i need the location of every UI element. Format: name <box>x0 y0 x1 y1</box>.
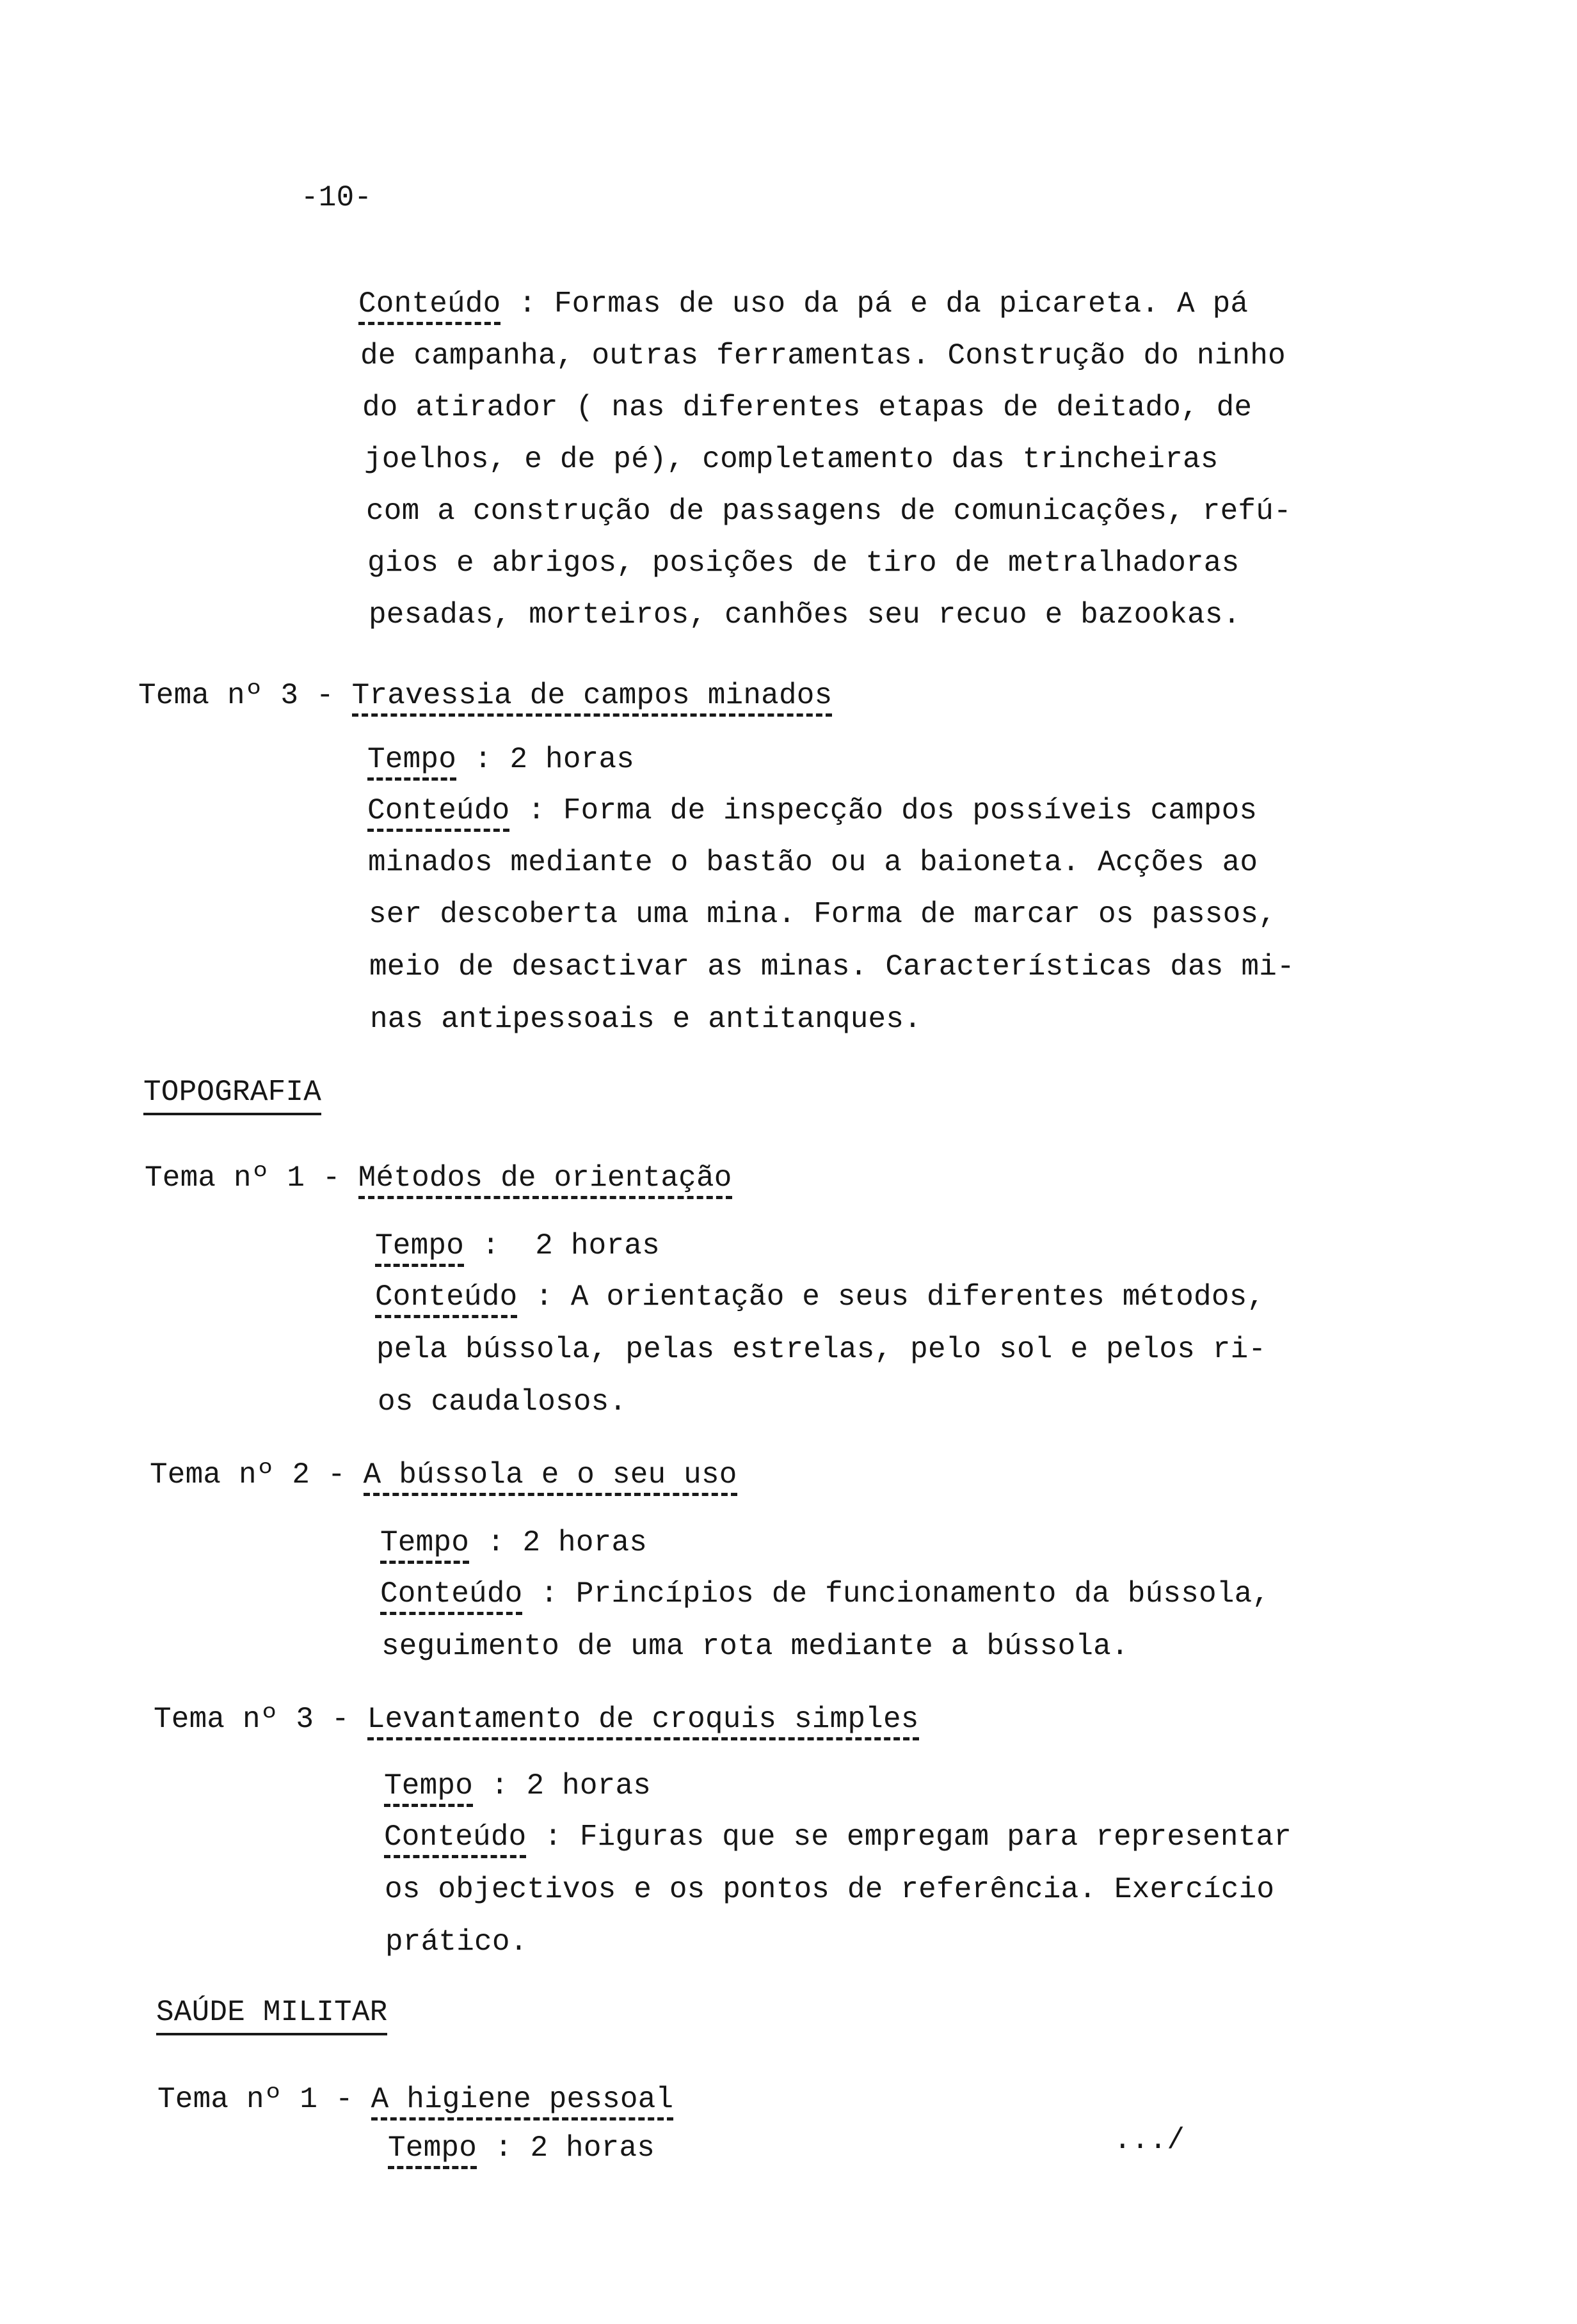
tema-heading <box>154 1702 919 1737</box>
section-title-saude-militar: SAÚDE MILITAR <box>156 1996 387 2035</box>
content-line: prático. <box>385 1925 528 1959</box>
content-line: os caudalosos. <box>378 1385 627 1419</box>
tema-heading <box>157 2082 673 2117</box>
tempo-line <box>375 1229 660 1263</box>
content-line: pela bússola, pelas estrelas, pelo sol e pelos ri- <box>376 1333 1267 1366</box>
content-line: minados mediante o bastão ou a baioneta. Acções ao <box>368 846 1258 879</box>
conteudo-label: Conteúdo <box>358 287 500 325</box>
section-title-topografia: TOPOGRAFIA <box>143 1076 321 1115</box>
tempo-value: : 2 horas <box>469 1526 648 1559</box>
tempo-label: Tempo <box>367 743 456 781</box>
tema-prefix: Tema nº 1 - <box>145 1161 358 1195</box>
content-line: com a construção de passagens de comunicações, refú- <box>366 495 1292 528</box>
content-text: : A orientação e seus diferentes métodos, <box>517 1280 1265 1314</box>
tempo-value: : 2 horas <box>456 743 635 776</box>
content-line: gios e abrigos, posições de tiro de metralhadoras <box>367 546 1240 580</box>
content-text: : Forma de inspecção dos possíveis campos <box>509 794 1258 827</box>
content-line: pesadas, morteiros, canhões seu recuo e bazookas. <box>369 598 1241 632</box>
section-heading <box>143 1075 321 1110</box>
page-number: -10- <box>301 181 372 214</box>
tempo-value: : 2 horas <box>477 2131 655 2165</box>
section-heading <box>156 1995 387 2030</box>
content-line: seguimento de uma rota mediante a bússola. <box>381 1630 1129 1663</box>
content-line <box>367 793 1257 828</box>
tempo-line <box>380 1525 647 1560</box>
tempo-value: : 2 horas <box>473 1769 652 1803</box>
content-text: : Formas de uso da pá e da picareta. A pá <box>500 287 1249 321</box>
content-line: joelhos, e de pé), completamento das trincheiras <box>364 443 1219 476</box>
content-line: ser descoberta uma mina. Forma de marcar os passos, <box>369 898 1277 931</box>
content-line <box>358 287 1248 321</box>
conteudo-label: Conteúdo <box>380 1577 522 1615</box>
conteudo-label: Conteúdo <box>375 1280 517 1318</box>
tempo-line <box>384 1769 651 1803</box>
continuation-mark: .../ <box>1114 2124 1185 2157</box>
content-line <box>375 1280 1265 1314</box>
tempo-line <box>388 2131 655 2165</box>
conteudo-label: Conteúdo <box>384 1820 526 1858</box>
conteudo-label: Conteúdo <box>367 794 509 832</box>
content-line: meio de desactivar as minas. Características das mi- <box>369 950 1295 983</box>
tema-title: A higiene pessoal <box>371 2083 674 2121</box>
content-line <box>380 1577 1270 1611</box>
tempo-label: Tempo <box>384 1769 473 1807</box>
tempo-label: Tempo <box>388 2131 477 2169</box>
content-line: de campanha, outras ferramentas. Construção do ninho <box>360 339 1286 372</box>
tempo-label: Tempo <box>380 1526 469 1564</box>
tema-title: Métodos de orientação <box>358 1161 732 1199</box>
content-text: : Princípios de funcionamento da bússola, <box>522 1577 1270 1611</box>
content-text: : Figuras que se empregam para representar <box>526 1820 1292 1854</box>
tema-prefix: Tema nº 1 - <box>157 2083 371 2116</box>
content-line <box>384 1820 1292 1854</box>
tema-prefix: Tema nº 3 - <box>154 1703 367 1736</box>
tema-title: Travessia de campos minados <box>352 679 833 717</box>
tempo-line <box>367 742 634 777</box>
content-line: do atirador ( nas diferentes etapas de deitado, de <box>362 391 1253 424</box>
content-line: os objectivos e os pontos de referência. Exercício <box>385 1873 1275 1906</box>
tema-title: A bússola e o seu uso <box>364 1458 737 1496</box>
tema-title: Levantamento de croquis simples <box>367 1703 919 1740</box>
tema-prefix: Tema nº 2 - <box>150 1458 364 1492</box>
tema-heading <box>138 678 832 713</box>
tema-heading <box>145 1161 732 1195</box>
content-line: nas antipessoais e antitanques. <box>370 1003 922 1036</box>
tempo-value: : 2 horas <box>464 1229 660 1262</box>
tempo-label: Tempo <box>375 1229 464 1267</box>
tema-prefix: Tema nº 3 - <box>138 679 352 712</box>
tema-heading <box>150 1458 737 1492</box>
